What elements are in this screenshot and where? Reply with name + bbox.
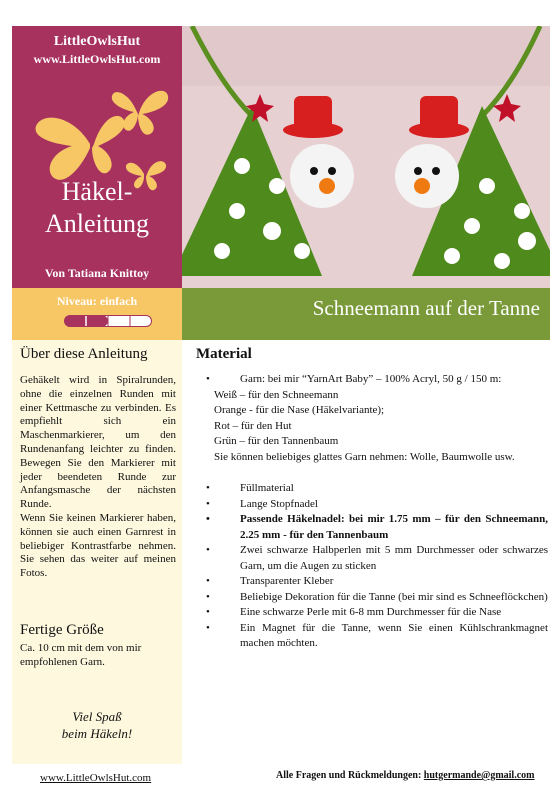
- material-item-text: Transparenter Kleber: [240, 575, 334, 587]
- yarn-line: Grün – für den Tannenbaum: [214, 435, 339, 447]
- material-item: [196, 605, 548, 621]
- material-item: [196, 497, 548, 513]
- yarn-main: Garn: bei mir “YarnArt Baby” – 100% Acryl, 50 g / 150 m:: [240, 373, 502, 385]
- yarn-line: Rot – für den Hut: [214, 419, 292, 432]
- yarn-line: Weiß – für den Schneemann: [214, 388, 339, 401]
- yarn-line: Sie können beliebiges glattes Garn nehmen: Wolle, Baumwolle usw.: [214, 450, 515, 463]
- about-heading: Über diese Anleitung: [20, 346, 148, 362]
- material-item: [196, 512, 548, 543]
- bullet-icon: •: [206, 606, 210, 618]
- material-item-text: Eine schwarze Perle mit 6-8 mm Durchmesser für die Nase: [240, 606, 502, 618]
- material-item-text: Zwei schwarze Halbperlen mit 5 mm Durchmesser oder schwarzes Garn, um die Augen zu sticken: [240, 544, 548, 572]
- material-item: [196, 574, 548, 590]
- material-item-text: Passende Häkelnadel: bei mir 1.75 mm – für den Schneemann, 2.25 mm - für den Tannenbaum: [240, 513, 548, 541]
- material-list: [196, 372, 548, 652]
- bullet-icon: •: [206, 482, 210, 494]
- about-paragraph: Gehäkelt wird in Spiralrunden, ohne die einzelnen Runden mit einer Kettmasche zu verbinden. Es empfiehlt sich ein Maschenmarkierer, um den Rundenanfang leichter zu finden. Bewegen Sie den Markierer mit jeder beendeten Runde zur Anfangsmasche der nächsten Runde.: [20, 374, 176, 511]
- material-item-text: Füllmaterial: [240, 482, 294, 494]
- snowman-tree-photo: [182, 26, 550, 288]
- product-photo: [182, 26, 550, 288]
- brand-url[interactable]: www.LittleOwlsHut.com: [33, 52, 161, 66]
- brand-name: LittleOwlsHut: [53, 34, 141, 49]
- yarn-line: Orange - für die Nase (Häkelvariante);: [214, 404, 385, 416]
- email-link[interactable]: hutgermande@gmail.com: [423, 770, 535, 781]
- difficulty-label: Niveau: einfach: [56, 294, 138, 308]
- brand-panel: [12, 26, 182, 288]
- contact-label: Alle Fragen und Rückmeldungen:: [276, 770, 424, 781]
- material-item: [196, 621, 548, 652]
- size-heading: Fertige Größe: [20, 622, 104, 638]
- bullet-icon: •: [206, 621, 210, 634]
- bullet-icon: •: [206, 575, 210, 587]
- pattern-title: Schneemann auf der Tanne: [312, 296, 540, 320]
- author: Von Tatiana Knittoy: [44, 266, 150, 280]
- bullet-icon: •: [206, 513, 210, 525]
- material-item: [196, 590, 548, 606]
- document-type-line: Häkel-: [61, 177, 133, 206]
- document-type: [12, 176, 182, 240]
- size-text: Ca. 10 cm mit dem von mir empfohlenen Garn.: [20, 642, 142, 668]
- footer-link[interactable]: www.LittleOwlsHut.com: [40, 772, 152, 784]
- bullet-icon: •: [206, 373, 210, 385]
- bullet-icon: •: [206, 497, 210, 510]
- material-item-text: Beliebige Dekoration für die Tanne (bei mir sind es Schneeflöckchen): [240, 590, 548, 603]
- material-item: [196, 543, 548, 574]
- about-box: [12, 340, 182, 764]
- bullet-icon: •: [206, 544, 210, 556]
- closing-text: [12, 708, 182, 742]
- material-heading: Material: [196, 346, 252, 362]
- bullet-icon: •: [206, 590, 210, 603]
- difficulty-bar-icon: [64, 315, 152, 327]
- about-paragraph: Wenn Sie keinen Markierer haben, können sie auch einen Garnrest in beliebiger Kontrastfarbe nehmen. Sie sehen das weiter auf meinen Fotos.: [20, 511, 176, 580]
- document-type-line: Anleitung: [45, 209, 149, 238]
- closing-line: beim Häkeln!: [61, 726, 133, 741]
- title-bar: [182, 288, 550, 340]
- material-item-text: Ein Magnet für die Tanne, wenn Sie einen Kühlschrankmagnet machen möchten.: [240, 621, 548, 649]
- about-text: [20, 374, 176, 581]
- material-item: [196, 481, 548, 497]
- difficulty-box: [12, 288, 182, 340]
- footer-contact: [276, 770, 534, 781]
- material-item-text: Lange Stopfnadel: [240, 497, 318, 510]
- material-item-yarn: [196, 372, 548, 388]
- closing-line: Viel Spaß: [72, 709, 122, 724]
